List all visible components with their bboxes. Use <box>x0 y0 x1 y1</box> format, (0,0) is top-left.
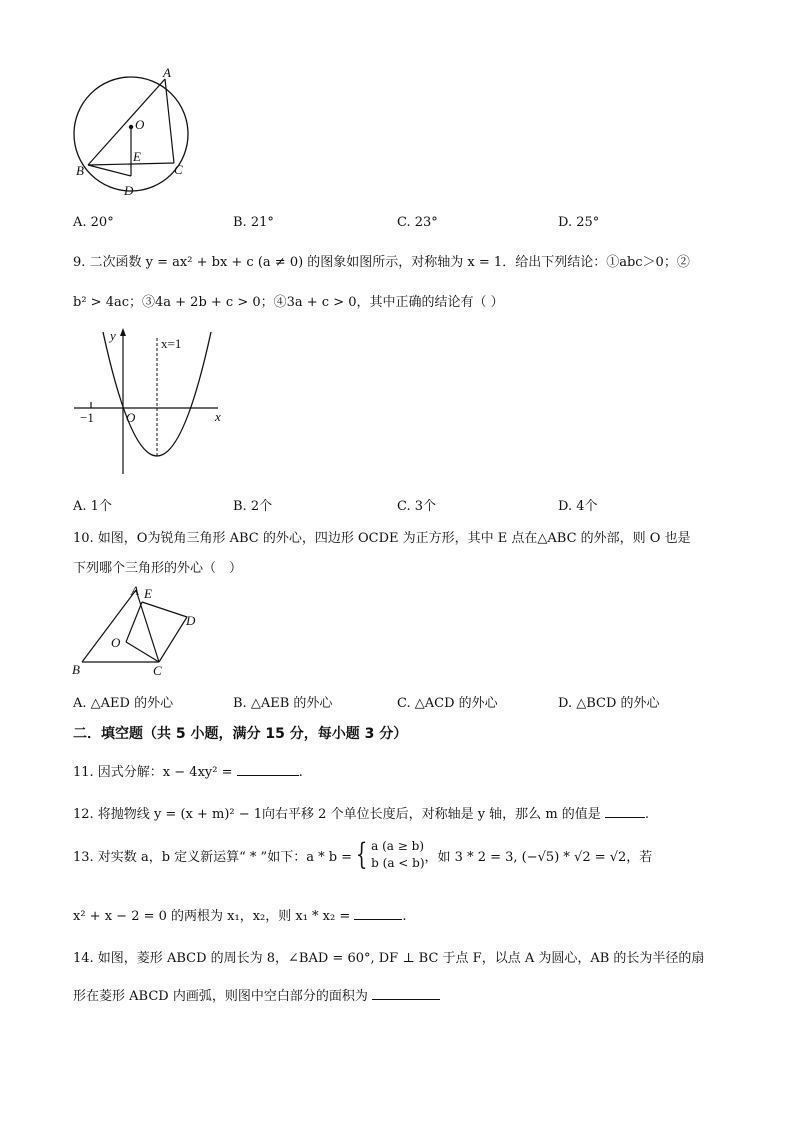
q12-end: . <box>644 807 650 822</box>
label-b: B <box>72 662 80 677</box>
label-a: A <box>131 584 139 598</box>
q9-option-d: D. 4个 <box>558 499 598 514</box>
label-axis: x=1 <box>161 336 182 351</box>
q9-parabola-figure <box>70 326 230 478</box>
q13-line2: x² + x − 2 = 0 的两根为 x₁，x₂，则 x₁ * x₂ = <box>73 909 351 924</box>
segment-ab <box>82 590 136 662</box>
q11-stem <box>73 761 303 780</box>
q14-line2: 形在菱形 ABCD 内画弧，则图中空白部分的面积为 <box>73 989 368 1004</box>
label-c: C <box>153 663 162 678</box>
label-o: O <box>111 635 121 650</box>
q9-option-b: B. 2个 <box>233 499 273 514</box>
label-d: D <box>186 613 196 628</box>
q9-option-c: C. 3个 <box>397 499 437 514</box>
label-b: B <box>76 163 84 178</box>
q9-stem-line2: b² > 4ac；③4a + 2b + c > 0；④3a + c > 0，其中正确的结论有（ ） <box>73 295 504 310</box>
q13-text-b: ，如 3 * 2 = 3, (−√5) * √2 = √2，若 <box>424 849 653 865</box>
label-e: E <box>144 586 152 601</box>
q13-text-a: 13. 对实数 a，b 定义新运算“ * ”如下：a * b = <box>73 849 353 865</box>
segment-ed <box>142 602 187 617</box>
label-a: A <box>163 65 171 80</box>
q13-case1: a (a ≥ b) <box>371 839 425 853</box>
q10-stem-line1: 10. 如图，O为锐角三角形 ABC 的外心，四边形 OCDE 为正方形，其中 E 点在△ABC 的外部，则 O 也是 <box>73 531 691 546</box>
q8-circle-figure <box>66 62 206 202</box>
section-heading: 二．填空题（共 5 小题，满分 15 分，每小题 3 分） <box>73 726 408 742</box>
label-d: D <box>124 183 134 198</box>
q10-square-figure <box>66 584 206 680</box>
q14-stem-line2 <box>73 985 440 1004</box>
center-point <box>129 125 133 129</box>
label-origin: O <box>126 410 136 425</box>
q9-stem-line1: 9. 二次函数 y = ax² + bx + c (a ≠ 0) 的图象如图所示，对称轴为 x = 1．给出下列结论：①abc＞0；② <box>73 255 690 270</box>
label-neg1: −1 <box>80 410 94 425</box>
label-e: E <box>133 149 141 164</box>
q10-stem-line2: 下列哪个三角形的外心（ ） <box>73 561 243 576</box>
segment-dc <box>159 617 187 662</box>
q8-option-a: A. 20° <box>73 215 114 230</box>
q10-option-a: A. △AED 的外心 <box>73 696 174 711</box>
q13-stem-line1 <box>73 838 652 872</box>
q13-piecewise <box>352 838 424 872</box>
q13-stem-line2 <box>73 905 407 924</box>
q13-case2: b (a < b) <box>371 856 425 870</box>
q11-text: 11. 因式分解：x − 4xy² = <box>73 765 233 780</box>
q11-answer-blank[interactable] <box>237 761 299 776</box>
segment-ab <box>88 79 165 165</box>
q11-end: . <box>298 765 303 780</box>
q12-answer-blank[interactable] <box>605 803 645 818</box>
label-x: x <box>215 409 221 424</box>
q10-option-c: C. △ACD 的外心 <box>397 696 498 711</box>
brace-symbol: { <box>355 837 368 872</box>
y-axis-arrow <box>120 328 126 336</box>
q14-answer-blank[interactable] <box>372 985 440 1000</box>
q8-option-d: D. 25° <box>558 215 600 230</box>
q8-option-c: C. 23° <box>397 215 438 230</box>
q13-end: . <box>402 909 407 924</box>
q12-stem <box>73 803 649 822</box>
q10-option-b: B. △AEB 的外心 <box>233 696 333 711</box>
q9-option-a: A. 1个 <box>73 499 112 514</box>
label-y: y <box>110 328 116 343</box>
q10-option-d: D. △BCD 的外心 <box>558 696 660 711</box>
q12-text: 12. 将抛物线 y = (x + m)² − 1向右平移 2 个单位长度后，对称轴是 y 轴，那么 m 的值是 <box>73 807 601 822</box>
label-c: C <box>174 162 183 177</box>
q8-option-b: B. 21° <box>233 215 274 230</box>
segment-oe <box>126 602 142 642</box>
label-o: O <box>135 117 145 132</box>
q14-stem-line1: 14. 如图，菱形 ABCD 的周长为 8，∠BAD = 60°, DF ⊥ BC 于点 F，以点 A 为圆心，AB 的长为半径的扇 <box>73 951 705 966</box>
segment-bd <box>88 165 131 176</box>
q13-answer-blank[interactable] <box>354 905 402 920</box>
